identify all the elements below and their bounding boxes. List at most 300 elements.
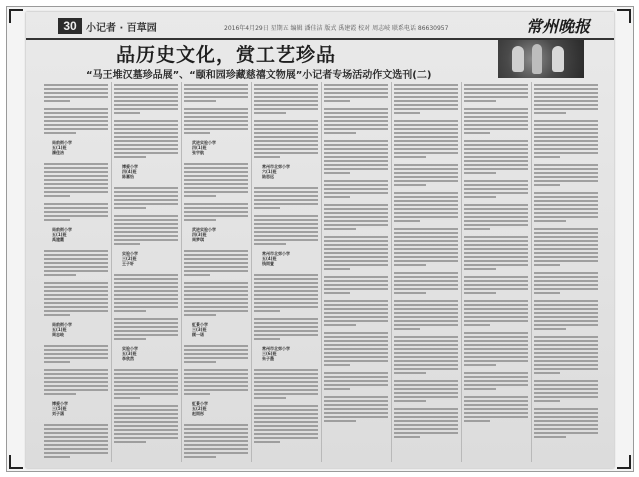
text-line: [394, 104, 458, 106]
text-line: [534, 436, 566, 438]
text-line: [184, 298, 248, 300]
text-line: [394, 392, 458, 394]
text-line: [114, 417, 178, 419]
text-line: [184, 179, 248, 181]
text-line: [464, 420, 490, 422]
text-line: [534, 156, 560, 158]
text-column: [464, 82, 528, 462]
text-line: [324, 388, 350, 390]
text-line: [184, 393, 210, 395]
text-line: [534, 192, 598, 194]
text-line: [44, 88, 108, 90]
text-line: [464, 256, 528, 258]
paragraph: [394, 272, 458, 294]
text-line: [394, 312, 458, 314]
paragraph: [324, 332, 388, 366]
text-line: [464, 244, 528, 246]
text-line: [114, 322, 178, 324]
paragraph: [44, 163, 108, 197]
text-line: [324, 372, 388, 374]
text-line: [44, 84, 108, 86]
text-line: [324, 148, 388, 150]
text-line: [254, 274, 318, 276]
paragraph: [44, 203, 108, 221]
text-line: [534, 168, 598, 170]
text-line: [254, 433, 318, 435]
text-line: [114, 294, 178, 296]
paragraph: [44, 250, 108, 276]
text-line: [114, 128, 178, 130]
text-line: [324, 96, 388, 98]
text-line: [464, 408, 528, 410]
text-line: [44, 183, 108, 185]
text-line: [254, 369, 318, 371]
text-line: [44, 298, 108, 300]
paragraph: [464, 372, 528, 390]
text-line: [114, 100, 178, 102]
text-line: [114, 389, 178, 391]
text-line: [254, 318, 318, 320]
article-title: 品历史文化，赏工艺珍品: [116, 44, 337, 66]
text-line: [534, 208, 598, 210]
text-column: [534, 82, 598, 462]
byline-author: 陆思远: [262, 174, 274, 179]
page-header: [26, 12, 614, 40]
text-line: [534, 172, 598, 174]
text-line: [464, 336, 528, 338]
text-line: [464, 224, 528, 226]
text-line: [44, 310, 108, 312]
text-line: [534, 308, 598, 310]
text-line: [114, 187, 178, 189]
text-line: [464, 236, 528, 238]
text-line: [44, 302, 108, 304]
text-line: [534, 184, 560, 186]
text-line: [184, 310, 248, 312]
text-line: [534, 120, 598, 122]
text-line: [254, 409, 318, 411]
text-line: [44, 175, 108, 177]
text-line: [114, 227, 178, 229]
text-line: [324, 172, 350, 174]
text-line: [184, 282, 248, 284]
text-line: [184, 211, 248, 213]
paragraph: [114, 369, 178, 399]
text-line: [184, 108, 248, 110]
text-line: [324, 120, 388, 122]
text-line: [114, 152, 178, 154]
text-line: [184, 424, 248, 426]
text-line: [464, 128, 528, 130]
paragraph: [254, 120, 318, 158]
text-line: [254, 393, 318, 395]
text-line: [254, 227, 318, 229]
text-line: [114, 144, 178, 146]
text-line: [464, 112, 528, 114]
text-line: [254, 203, 318, 205]
text-line: [534, 316, 598, 318]
text-line: [44, 452, 108, 454]
text-line: [114, 397, 140, 399]
text-column: [184, 82, 248, 462]
paragraph: [184, 369, 248, 395]
text-line: [324, 384, 388, 386]
text-line: [324, 216, 388, 218]
paragraph: [184, 163, 248, 197]
text-line: [464, 312, 528, 314]
text-line: [394, 288, 458, 290]
text-line: [44, 432, 108, 434]
text-line: [184, 191, 248, 193]
paragraph: [114, 84, 178, 114]
paragraph: [254, 274, 318, 312]
byline-school: 局前街小学: [52, 227, 72, 232]
text-line: [464, 276, 528, 278]
author-byline: [192, 140, 248, 155]
author-byline: [52, 227, 108, 242]
text-line: [184, 112, 248, 114]
text-line: [324, 332, 388, 334]
text-line: [534, 360, 598, 362]
author-byline: [262, 251, 318, 266]
text-line: [254, 100, 318, 102]
text-line: [114, 243, 140, 245]
byline-school: 实验小学: [122, 251, 138, 256]
text-line: [534, 336, 598, 338]
paragraph: [254, 84, 318, 114]
text-line: [534, 380, 598, 382]
text-line: [324, 284, 388, 286]
text-line: [324, 364, 350, 366]
text-line: [464, 404, 528, 406]
text-line: [534, 152, 598, 154]
text-line: [114, 274, 178, 276]
paragraph: [534, 272, 598, 294]
text-line: [464, 376, 528, 378]
byline-school: 博爱小学: [122, 164, 138, 169]
byline-author: 周梦琪: [192, 237, 204, 242]
text-line: [534, 136, 598, 138]
text-line: [534, 416, 598, 418]
text-line: [114, 405, 178, 407]
paragraph: [534, 84, 598, 114]
text-line: [464, 412, 528, 414]
text-line: [184, 357, 248, 359]
text-line: [534, 104, 598, 106]
text-line: [464, 360, 528, 362]
vase-icon: [512, 46, 524, 72]
text-line: [184, 100, 216, 102]
text-line: [534, 88, 598, 90]
text-line: [534, 408, 598, 410]
paragraph: [324, 140, 388, 174]
text-line: [394, 192, 458, 194]
text-line: [464, 324, 490, 326]
text-line: [324, 312, 388, 314]
author-byline: [52, 140, 108, 155]
text-line: [394, 368, 458, 370]
text-line: [534, 292, 560, 294]
text-line: [184, 116, 248, 118]
text-line: [324, 416, 388, 418]
text-line: [394, 316, 458, 318]
text-line: [44, 96, 108, 98]
text-line: [464, 144, 528, 146]
text-column: [44, 82, 108, 462]
text-line: [114, 373, 178, 375]
byline-school: 武进实验小学: [192, 227, 216, 232]
paragraph: [44, 84, 108, 102]
text-line: [464, 208, 528, 210]
paragraph: [464, 396, 528, 422]
text-line: [324, 336, 388, 338]
text-line: [44, 314, 70, 316]
text-line: [324, 236, 388, 238]
text-line: [534, 280, 598, 282]
text-line: [184, 215, 248, 217]
text-line: [44, 428, 108, 430]
text-line: [184, 96, 248, 98]
text-line: [464, 416, 528, 418]
text-line: [534, 284, 598, 286]
text-line: [394, 356, 458, 358]
text-line: [394, 92, 458, 94]
text-line: [464, 116, 528, 118]
text-line: [254, 219, 318, 221]
text-line: [464, 292, 496, 294]
byline-class: 三(5)班: [52, 406, 67, 411]
text-line: [394, 328, 420, 330]
text-line: [114, 84, 178, 86]
header-meta: 2016年4月29日 星期五 编辑 潘佳洁 版式 禹建霞 校对 周志岐 联系电话 86630957: [224, 25, 449, 32]
column-divider: [181, 82, 182, 462]
text-line: [254, 286, 318, 288]
text-line: [394, 156, 426, 158]
text-line: [254, 152, 318, 154]
byline-school: 常州市北郊小学: [262, 346, 290, 351]
text-line: [464, 260, 528, 262]
paragraph: [324, 180, 388, 198]
text-line: [254, 231, 318, 233]
text-line: [534, 372, 560, 374]
text-line: [464, 308, 528, 310]
text-line: [184, 274, 210, 276]
text-line: [184, 389, 248, 391]
byline-author: 赵雨彤: [192, 411, 204, 416]
paragraph: [324, 204, 388, 230]
text-line: [184, 377, 248, 379]
text-line: [114, 156, 146, 158]
text-line: [534, 396, 598, 398]
text-line: [464, 284, 528, 286]
text-line: [114, 326, 178, 328]
text-line: [44, 163, 108, 165]
text-line: [394, 408, 458, 410]
text-line: [534, 420, 598, 422]
text-line: [254, 322, 318, 324]
text-line: [394, 432, 458, 434]
paragraph: [184, 424, 248, 458]
paragraph: [394, 120, 458, 158]
byline-school: 常州市北郊小学: [262, 164, 290, 169]
byline-author: 陈嘉怡: [122, 174, 134, 179]
text-line: [534, 164, 598, 166]
text-line: [254, 381, 318, 383]
text-line: [254, 326, 318, 328]
text-line: [114, 306, 178, 308]
text-line: [534, 100, 598, 102]
text-line: [44, 361, 70, 363]
text-line: [464, 172, 496, 174]
text-line: [324, 108, 388, 110]
paragraph: [464, 84, 528, 102]
text-line: [324, 240, 388, 242]
text-line: [394, 412, 458, 414]
text-line: [324, 412, 388, 414]
text-line: [394, 364, 458, 366]
text-line: [394, 388, 458, 390]
page-number: 30: [58, 18, 82, 34]
text-line: [114, 215, 178, 217]
text-line: [44, 290, 108, 292]
text-line: [114, 223, 178, 225]
text-line: [114, 92, 178, 94]
text-line: [394, 216, 458, 218]
text-line: [394, 204, 458, 206]
frame-corner-top-right: [617, 9, 631, 23]
text-line: [254, 136, 318, 138]
paragraph: [394, 300, 458, 330]
column-divider: [321, 82, 322, 462]
text-line: [254, 156, 280, 158]
text-line: [324, 380, 388, 382]
text-line: [184, 353, 248, 355]
text-line: [394, 384, 458, 386]
text-line: [324, 224, 388, 226]
text-line: [394, 144, 458, 146]
text-line: [184, 444, 248, 446]
text-line: [184, 345, 248, 347]
text-line: [394, 208, 458, 210]
text-line: [114, 334, 178, 336]
text-line: [464, 168, 528, 170]
text-line: [254, 132, 318, 134]
text-line: [534, 392, 598, 394]
text-line: [394, 264, 426, 266]
text-line: [324, 220, 388, 222]
text-line: [114, 203, 178, 205]
text-line: [534, 108, 598, 110]
text-line: [114, 195, 178, 197]
text-line: [114, 282, 178, 284]
text-line: [114, 338, 146, 340]
section-name: 小记者 · 百草园: [86, 23, 157, 34]
text-line: [534, 428, 598, 430]
text-line: [184, 428, 248, 430]
text-line: [44, 294, 108, 296]
paragraph: [464, 140, 528, 174]
text-line: [184, 128, 248, 130]
text-line: [394, 212, 458, 214]
text-line: [184, 219, 216, 221]
byline-class: 五(1)班: [52, 145, 67, 150]
text-line: [324, 324, 356, 326]
text-line: [254, 104, 318, 106]
text-line: [324, 92, 388, 94]
text-line: [324, 212, 388, 214]
text-line: [324, 400, 388, 402]
text-line: [324, 180, 388, 182]
paragraph: [44, 424, 108, 458]
text-line: [324, 244, 388, 246]
author-byline: [122, 346, 178, 361]
text-line: [464, 196, 496, 198]
byline-class: 五(4)班: [262, 256, 277, 261]
text-line: [184, 266, 248, 268]
text-line: [114, 148, 178, 150]
article-subtitle: “马王堆汉墓珍品展”、“颐和园珍藏慈禧文物展”小记者专场活动作文选刊(二): [86, 70, 432, 81]
text-line: [534, 276, 598, 278]
text-line: [44, 270, 108, 272]
text-line: [44, 353, 108, 355]
text-line: [254, 148, 318, 150]
text-line: [114, 239, 178, 241]
text-line: [534, 112, 566, 114]
text-line: [324, 128, 388, 130]
text-line: [394, 84, 458, 86]
text-line: [44, 258, 108, 260]
text-line: [184, 167, 248, 169]
text-line: [534, 84, 598, 86]
text-line: [324, 140, 388, 142]
text-line: [254, 437, 318, 439]
text-line: [254, 199, 318, 201]
text-line: [184, 314, 216, 316]
text-line: [464, 396, 528, 398]
paragraph: [254, 318, 318, 340]
paragraph: [464, 300, 528, 326]
text-line: [534, 244, 598, 246]
text-line: [394, 88, 458, 90]
text-line: [534, 288, 598, 290]
byline-school: 实验小学: [122, 346, 138, 351]
text-line: [534, 256, 598, 258]
text-line: [254, 417, 318, 419]
text-line: [44, 377, 108, 379]
text-line: [464, 264, 528, 266]
text-line: [394, 304, 458, 306]
text-line: [254, 191, 318, 193]
paragraph: [464, 276, 528, 294]
paragraph: [114, 318, 178, 340]
text-line: [464, 400, 528, 402]
text-line: [44, 120, 108, 122]
text-line: [184, 250, 248, 252]
text-line: [184, 92, 248, 94]
text-line: [44, 448, 108, 450]
paragraph: [534, 300, 598, 330]
text-line: [394, 128, 458, 130]
text-line: [534, 356, 598, 358]
text-line: [114, 286, 178, 288]
text-line: [324, 360, 388, 362]
text-line: [394, 220, 420, 222]
paragraph: [184, 84, 248, 102]
byline-class: 五(3)班: [122, 351, 137, 356]
text-line: [394, 248, 458, 250]
paragraph: [324, 84, 388, 102]
byline-school: 局前街小学: [52, 322, 72, 327]
